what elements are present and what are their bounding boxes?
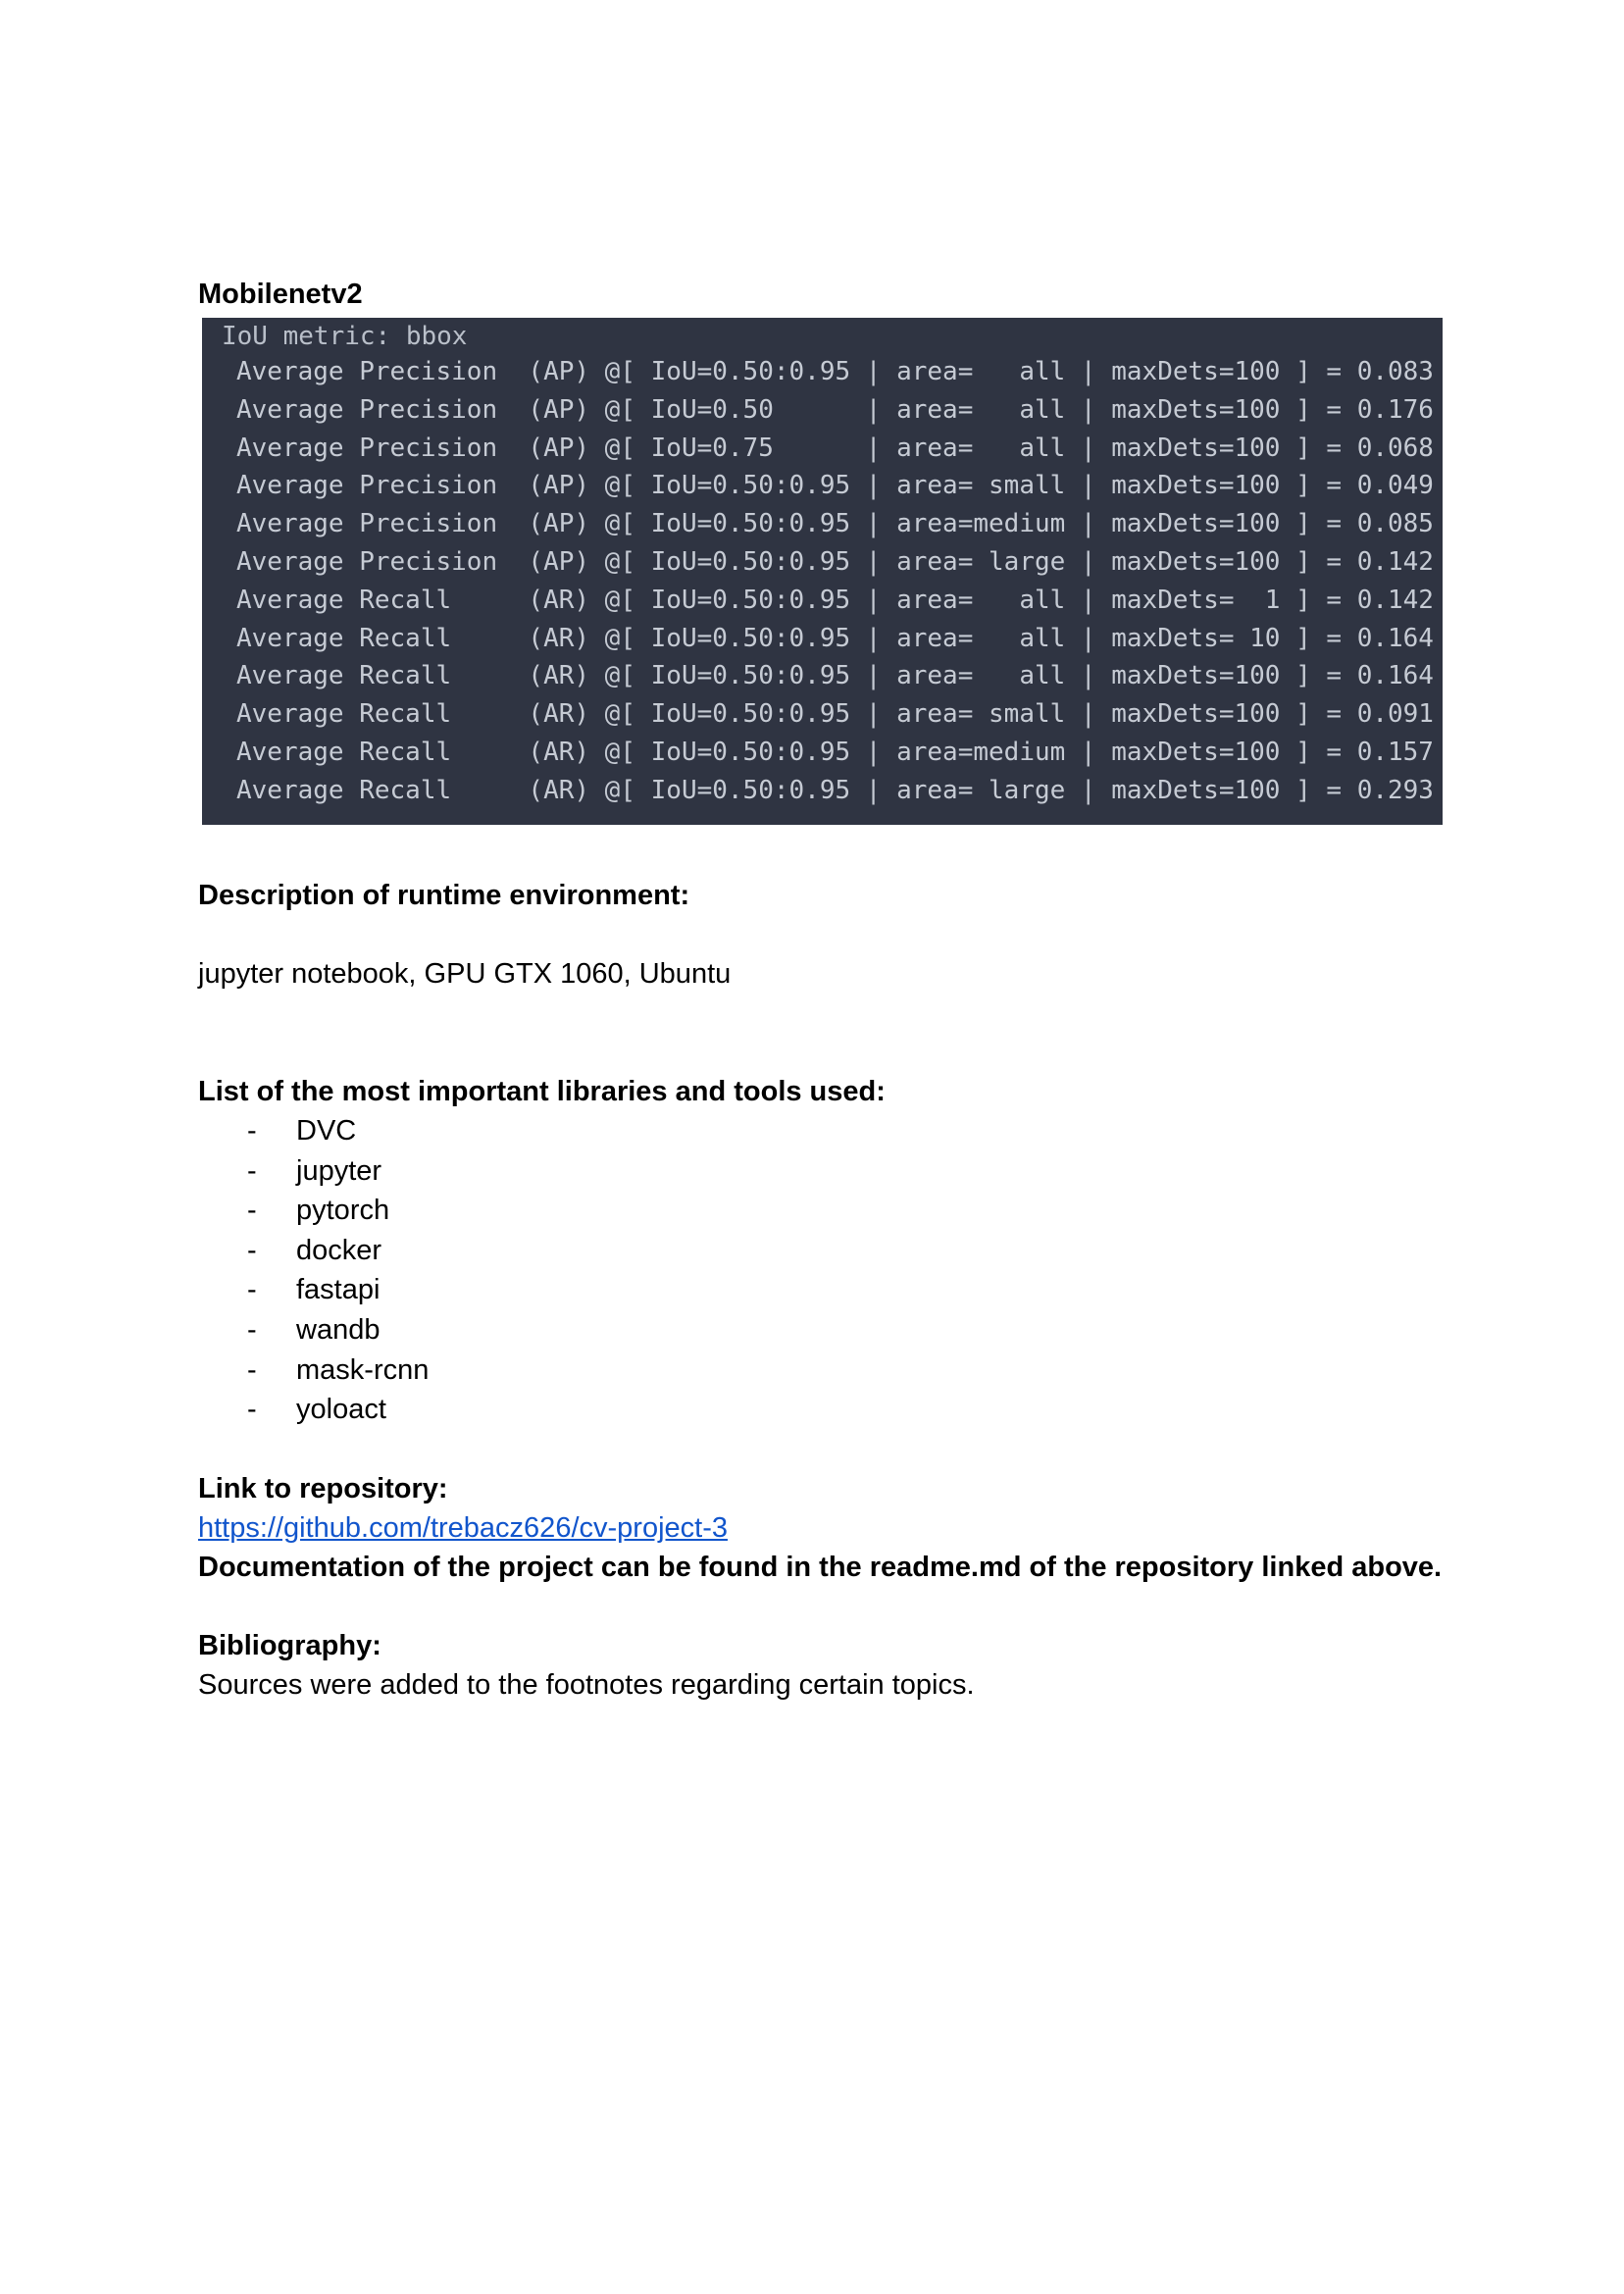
metric-row: Average Precision (AP) @[ IoU=0.50:0.95 | area= large | maxDets=100 ] = 0.142	[236, 546, 1434, 577]
list-item-label: yoloact	[296, 1394, 386, 1426]
metric-row: Average Precision (AP) @[ IoU=0.50 | area= all | maxDets=100 ] = 0.176	[236, 394, 1434, 425]
runtime-heading: Description of runtime environment:	[198, 880, 690, 911]
metric-row: Average Recall (AR) @[ IoU=0.50:0.95 | area= small | maxDets=100 ] = 0.091	[236, 699, 1434, 730]
metric-row: Average Precision (AP) @[ IoU=0.50:0.95 | area= all | maxDets=100 ] = 0.083	[236, 357, 1434, 386]
list-item	[198, 1390, 1444, 1430]
list-item	[198, 1351, 1444, 1391]
bullet-dash: -	[247, 1274, 257, 1306]
bullet-dash: -	[247, 1115, 257, 1147]
bullet-dash: -	[247, 1313, 257, 1346]
bullet-dash: -	[247, 1394, 257, 1426]
libraries-heading: List of the most important libraries and tools used:	[198, 1076, 886, 1107]
model-title: Mobilenetv2	[198, 279, 363, 310]
metric-row: Average Recall (AR) @[ IoU=0.50:0.95 | area= all | maxDets=100 ] = 0.164	[236, 661, 1434, 691]
list-item	[198, 1231, 1444, 1271]
list-item	[198, 1111, 1444, 1151]
bullet-dash: -	[247, 1234, 257, 1266]
document-page	[198, 275, 1444, 1705]
libraries-list	[198, 1111, 1444, 1430]
list-item-label: jupyter	[296, 1154, 382, 1187]
metric-row: Average Precision (AP) @[ IoU=0.50:0.95 | area=medium | maxDets=100 ] = 0.085	[236, 509, 1434, 539]
list-item-label: mask-rcnn	[296, 1353, 430, 1386]
documentation-note: Documentation of the project can be found in the readme.md of the repository linked above.	[198, 1551, 1443, 1583]
metric-row: Average Precision (AP) @[ IoU=0.50:0.95 | area= small | maxDets=100 ] = 0.049	[236, 471, 1434, 501]
terminal-header: IoU metric: bbox	[222, 322, 468, 351]
list-item	[198, 1270, 1444, 1310]
runtime-text: jupyter notebook, GPU GTX 1060, Ubuntu	[198, 958, 732, 990]
metric-row: Average Recall (AR) @[ IoU=0.50:0.95 | area=medium | maxDets=100 ] = 0.157	[236, 737, 1434, 767]
list-item-label: pytorch	[296, 1195, 390, 1227]
bullet-dash: -	[247, 1154, 257, 1187]
bullet-dash: -	[247, 1195, 257, 1227]
metric-row: Average Recall (AR) @[ IoU=0.50:0.95 | area= all | maxDets= 10 ] = 0.164	[236, 623, 1434, 653]
bullet-dash: -	[247, 1353, 257, 1386]
list-item-label: fastapi	[296, 1274, 381, 1306]
list-item	[198, 1310, 1444, 1351]
list-item-label: docker	[296, 1234, 382, 1266]
metric-row: Average Precision (AP) @[ IoU=0.75 | area= all | maxDets=100 ] = 0.068	[236, 433, 1434, 463]
bibliography-heading: Bibliography:	[198, 1629, 381, 1661]
list-item	[198, 1151, 1444, 1192]
bibliography-text: Sources were added to the footnotes regarding certain topics.	[198, 1668, 975, 1701]
list-item	[198, 1191, 1444, 1231]
list-item-label: wandb	[296, 1313, 381, 1346]
metric-row: Average Recall (AR) @[ IoU=0.50:0.95 | area= all | maxDets= 1 ] = 0.142	[236, 585, 1434, 615]
coco-eval-output	[202, 318, 1443, 825]
list-item-label: DVC	[296, 1115, 357, 1147]
repository-heading: Link to repository:	[198, 1472, 448, 1504]
repository-link[interactable]: https://github.com/trebacz626/cv-project-3	[198, 1511, 728, 1544]
metric-row: Average Recall (AR) @[ IoU=0.50:0.95 | area= large | maxDets=100 ] = 0.293	[236, 775, 1434, 805]
